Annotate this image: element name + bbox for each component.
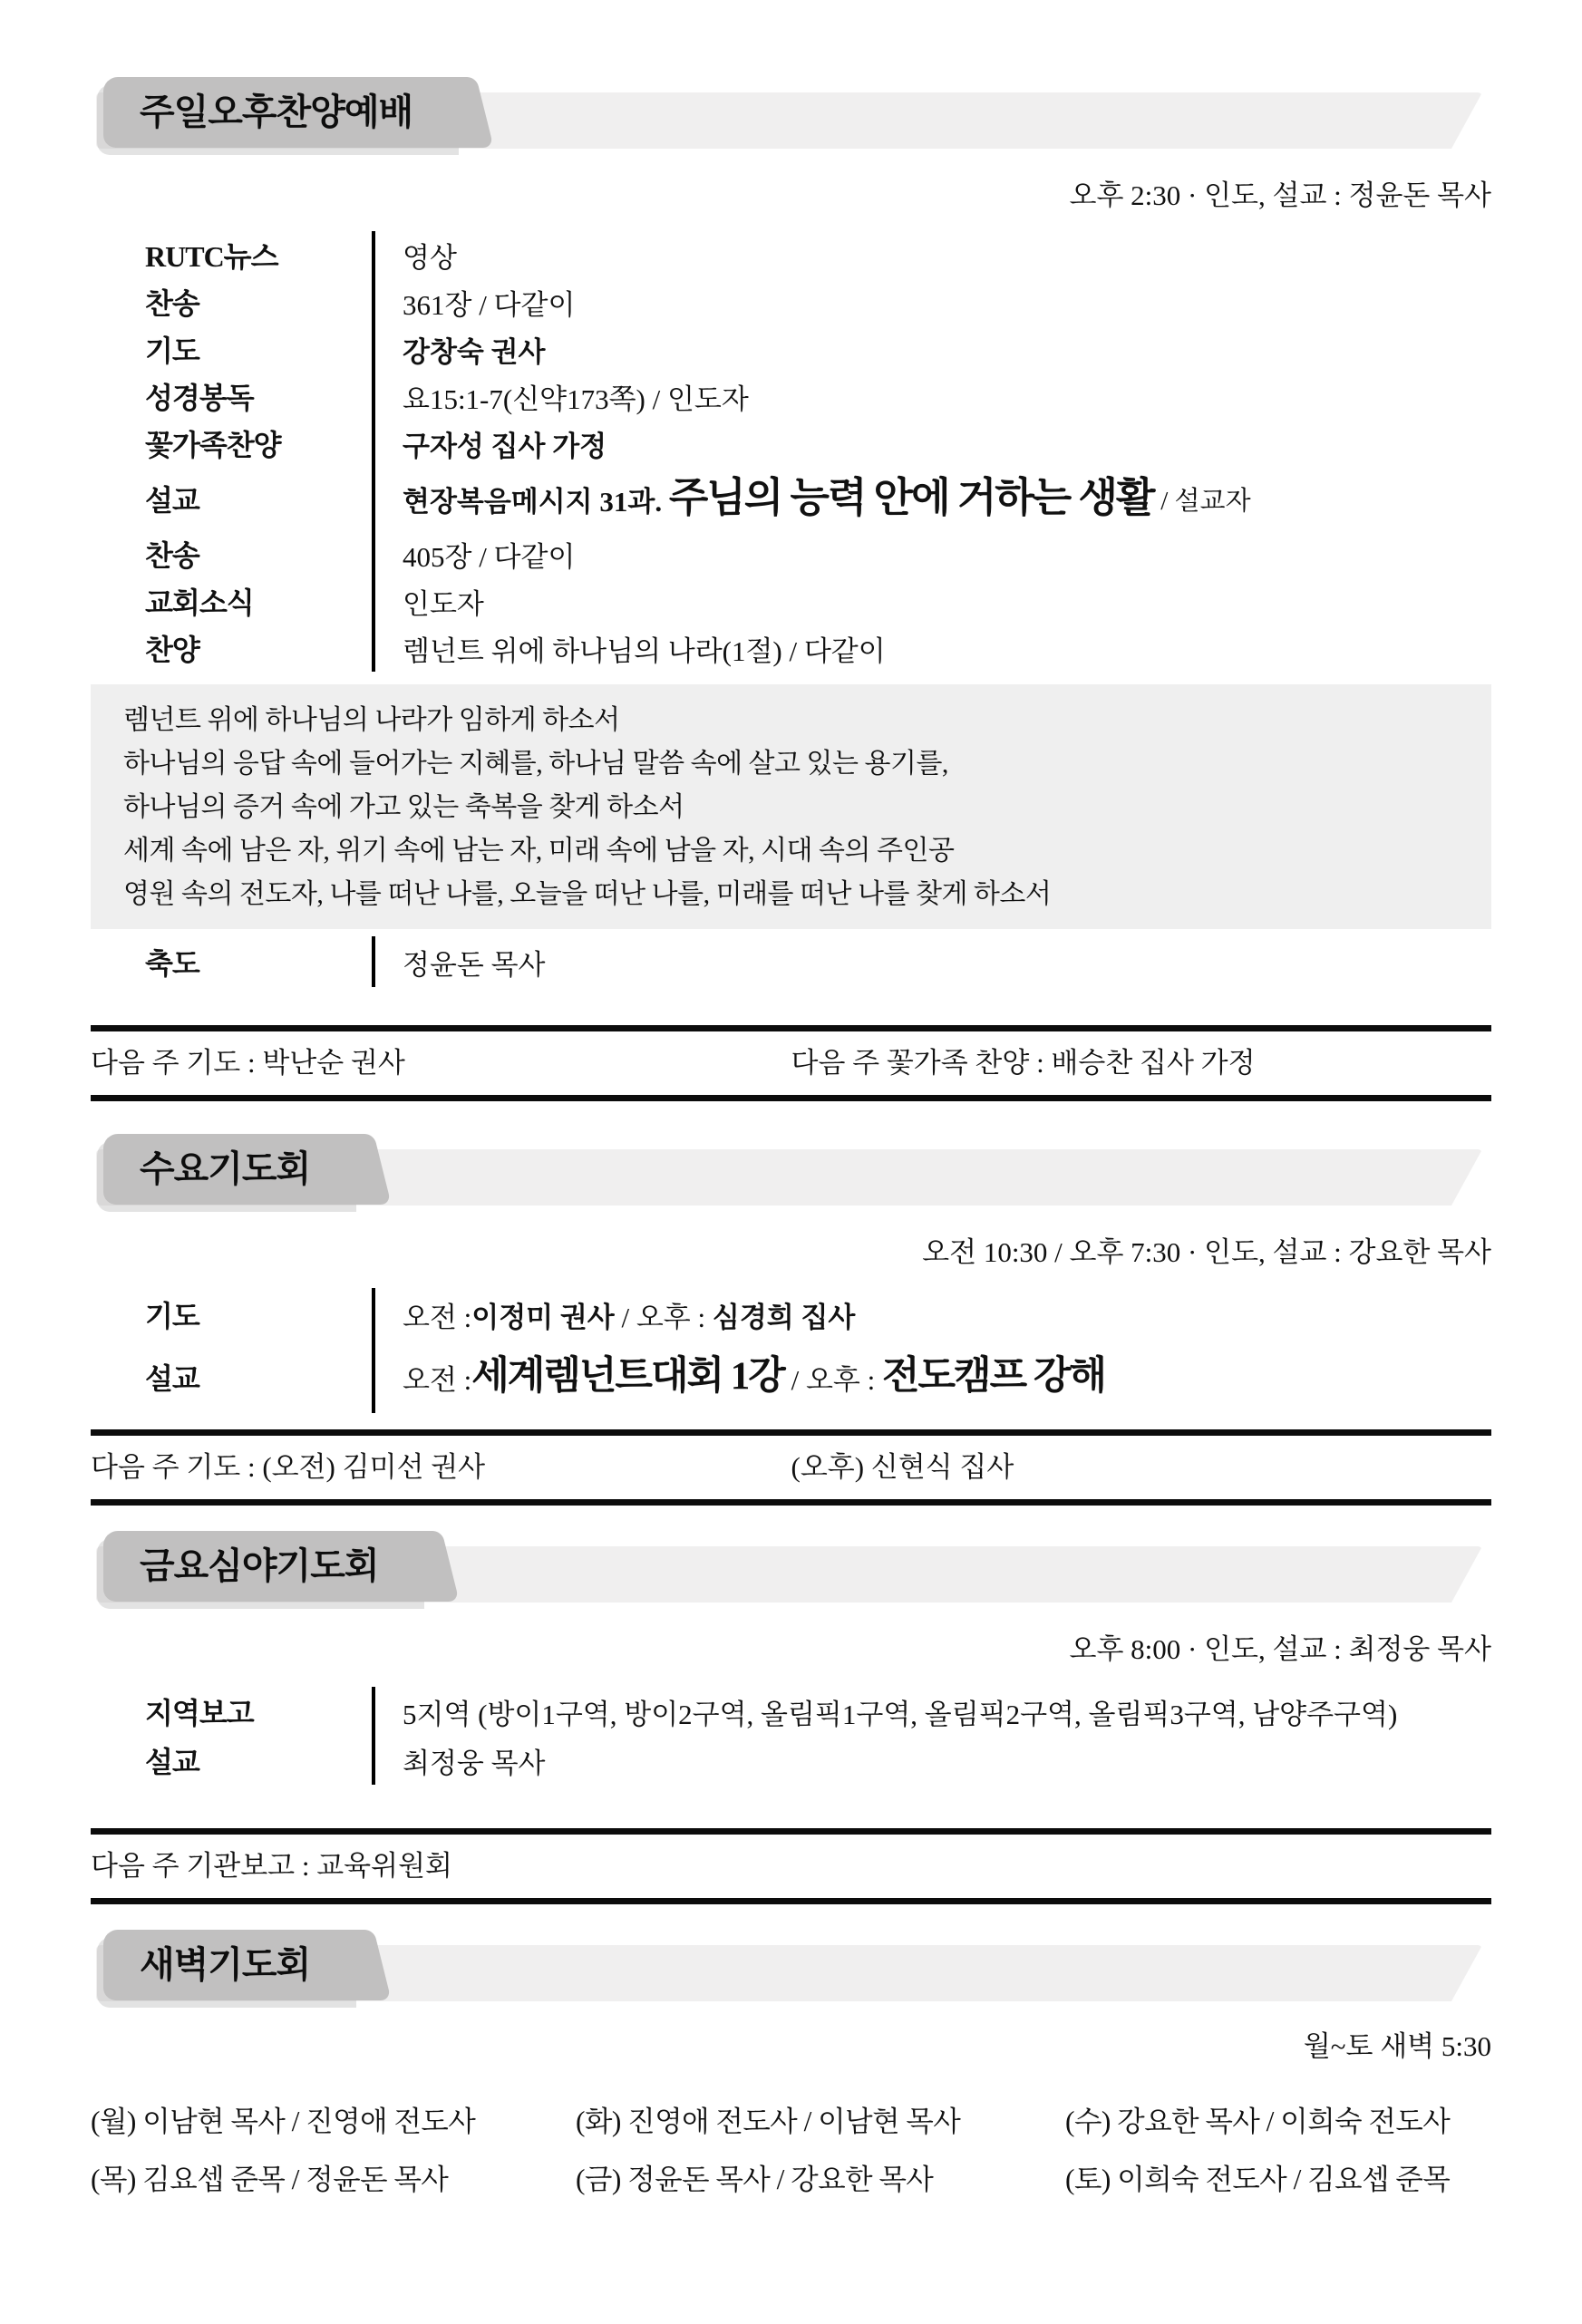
order-value: 최정웅 목사 — [372, 1736, 1491, 1785]
service-time-leaders: 오후 2:30 · 인도, 설교 : 정윤돈 목사 — [1069, 179, 1491, 211]
prayer-pm-name: 심경희 집사 — [712, 1301, 856, 1333]
lyrics-line: 세계 속에 남은 자, 위기 속에 남는 자, 미래 속에 남을 자, 시대 속의 주인공 — [123, 836, 955, 866]
schedule-cell-thu: (목) 김요셉 준목 / 정윤돈 목사 — [91, 2164, 449, 2195]
lyrics-line: 하나님의 증거 속에 가고 있는 축복을 찾게 하소서 — [123, 792, 684, 822]
section-banner — [103, 1531, 431, 1602]
order-value — [372, 1288, 1491, 1341]
order-row — [91, 231, 1491, 278]
schedule-cell-mon: (월) 이남현 목사 / 진영애 전도사 — [91, 2106, 476, 2137]
section-header-wednesday — [91, 1134, 1491, 1206]
order-value: 정윤돈 목사 — [372, 936, 1491, 987]
schedule-cell-fri: (금) 정윤돈 목사 / 강요한 목사 — [576, 2164, 934, 2195]
order-label: 설교 — [145, 1746, 199, 1778]
prayer-mid: / 오후 : — [614, 1301, 713, 1333]
order-value: 영상 — [372, 231, 1491, 278]
order-label: 기도 — [145, 1300, 199, 1332]
bulletin-page — [0, 77, 1582, 2209]
order-value: 5지역 (방이1구역, 방이2구역, 올림픽1구역, 올림픽2구역, 올림픽3구역, 남양주구역) — [372, 1687, 1491, 1736]
section-header-sunday-afternoon — [91, 77, 1491, 150]
sermon-am-title: 세계렘넌트대회 1강 — [471, 1355, 784, 1399]
section-title: 금요심야기도회 — [140, 1546, 379, 1586]
sermon-suffix: / 설교자 — [1160, 486, 1251, 516]
dawn-schedule-line — [91, 2151, 1491, 2209]
order-value — [372, 1341, 1491, 1413]
order-value: 인도자 — [372, 577, 1491, 625]
order-value: 405장 / 다같이 — [372, 530, 1491, 577]
next-week-prayer: 다음 주 기도 : 박난순 권사 — [91, 1047, 405, 1079]
section-title: 수요기도회 — [140, 1149, 311, 1189]
next-week-prayer-pm: (오후) 신현식 집사 — [791, 1451, 1014, 1483]
sermon-am-prefix: 오전 : — [403, 1363, 472, 1396]
lyrics-line: 하나님의 응답 속에 들어가는 지혜를, 하나님 말씀 속에 살고 있는 용기를, — [123, 749, 948, 779]
hymn-lyrics-box — [91, 684, 1491, 929]
order-of-service-table — [91, 1288, 1491, 1413]
order-row — [91, 1687, 1491, 1736]
order-label: 찬송 — [145, 287, 199, 320]
next-week-prayer-am: 다음 주 기도 : (오전) 김미선 권사 — [91, 1451, 486, 1483]
order-label: 찬송 — [145, 539, 199, 572]
section-title: 주일오후찬양예배 — [140, 92, 413, 132]
sermon-series: 현장복음메시지 31과. — [403, 485, 663, 518]
order-value: 강창숙 권사 — [372, 325, 1491, 373]
sermon-title: 주님의 능력 안에 거하는 생활 — [668, 475, 1154, 521]
order-value: 요15:1-7(신약173쪽) / 인도자 — [372, 373, 1491, 420]
order-label: 지역보고 — [145, 1697, 254, 1729]
order-label: 축도 — [145, 947, 199, 980]
next-week-bar — [91, 1828, 1491, 1904]
next-week-flower-family: 다음 주 꽃가족 찬양 : 배승찬 집사 가정 — [791, 1047, 1256, 1079]
next-week-bar — [91, 1429, 1491, 1506]
order-row — [91, 625, 1491, 672]
order-label: 성경봉독 — [145, 382, 254, 414]
prayer-am-prefix: 오전 : — [403, 1301, 472, 1333]
dawn-time: 월~토 새벽 5:30 — [1303, 2030, 1491, 2062]
section-banner — [103, 1930, 363, 2000]
order-value — [372, 467, 1491, 530]
order-row — [91, 325, 1491, 373]
section-banner — [103, 77, 465, 148]
order-label: 설교 — [145, 484, 199, 517]
dawn-schedule-line — [91, 2093, 1491, 2151]
next-week-bar — [91, 1025, 1491, 1101]
next-week-report: 다음 주 기관보고 : 교육위원회 — [91, 1850, 452, 1882]
order-row — [91, 278, 1491, 325]
order-label: 꽃가족찬양 — [145, 429, 281, 461]
lyrics-line: 영원 속의 전도자, 나를 떠난 나를, 오늘을 떠난 나를, 미래를 떠난 나를 찾게 하소서 — [123, 879, 1052, 909]
schedule-cell-sat: (토) 이희숙 전도사 / 김요셉 준목 — [1065, 2164, 1451, 2195]
section-title: 새벽기도회 — [140, 1945, 311, 1985]
section-header-friday — [91, 1531, 1491, 1603]
order-label: 기도 — [145, 334, 199, 367]
order-of-service-table — [91, 1687, 1491, 1785]
service-time-leaders: 오전 10:30 / 오후 7:30 · 인도, 설교 : 강요한 목사 — [922, 1236, 1491, 1268]
section-banner — [103, 1134, 363, 1205]
order-row-prayer — [91, 1288, 1491, 1341]
order-row-sermon — [91, 467, 1491, 530]
order-label: 교회소식 — [145, 586, 254, 619]
order-row — [91, 577, 1491, 625]
prayer-am-name: 이정미 권사 — [471, 1301, 615, 1333]
order-of-service-table — [91, 231, 1491, 672]
order-label: 찬양 — [145, 634, 199, 666]
order-row — [91, 420, 1491, 467]
order-row-sermon — [91, 1341, 1491, 1413]
order-row-benediction — [91, 936, 1491, 987]
order-label: RUTC뉴스 — [145, 240, 278, 273]
order-value: 렘넌트 위에 하나님의 나라(1절) / 다같이 — [372, 625, 1491, 672]
sermon-mid: / 오후 : — [783, 1363, 882, 1396]
schedule-cell-tue: (화) 진영애 전도사 / 이남현 목사 — [576, 2106, 961, 2137]
order-value: 구자성 집사 가정 — [372, 420, 1491, 467]
section-header-dawn — [91, 1930, 1491, 2002]
schedule-cell-wed: (수) 강요한 목사 / 이희숙 전도사 — [1065, 2106, 1451, 2137]
order-row — [91, 373, 1491, 420]
order-row — [91, 1736, 1491, 1785]
service-time-leaders: 오후 8:00 · 인도, 설교 : 최정웅 목사 — [1069, 1633, 1491, 1665]
order-label: 설교 — [145, 1362, 199, 1395]
lyrics-line: 렘넌트 위에 하나님의 나라가 임하게 하소서 — [123, 705, 620, 735]
order-row — [91, 530, 1491, 577]
order-value: 361장 / 다같이 — [372, 278, 1491, 325]
sermon-pm-title: 전도캠프 강해 — [881, 1355, 1105, 1399]
